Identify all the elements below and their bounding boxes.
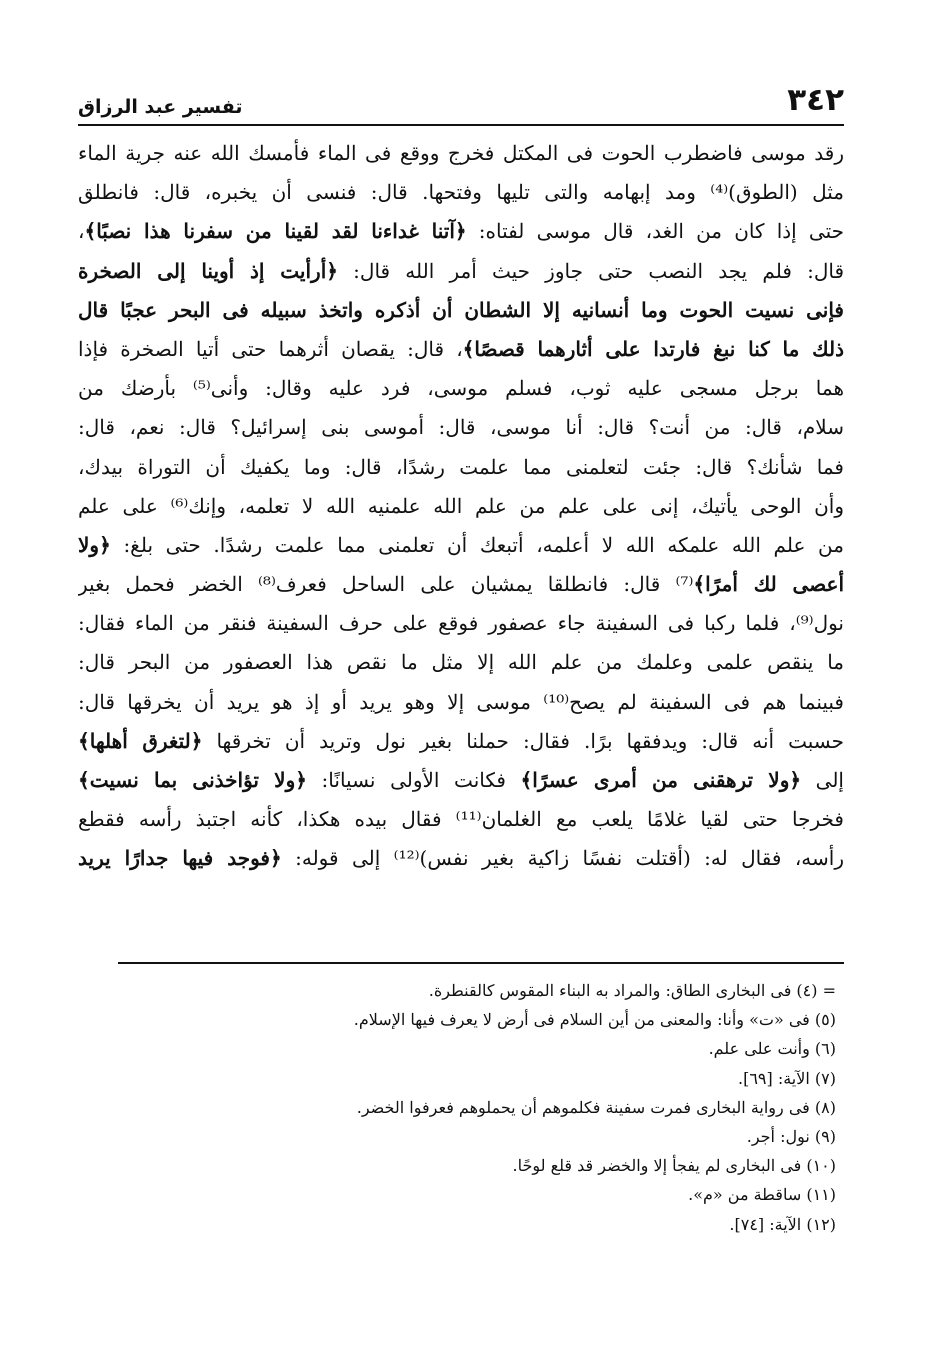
text-line	[78, 291, 844, 330]
page-number: ٣٤٢	[787, 82, 844, 118]
quran-quote: ﴿ولا ترهقنى من أمرى عسرًا﴾	[520, 768, 802, 792]
text-line	[78, 252, 844, 291]
quran-quote: ﴿لتغرق أهلها﴾	[78, 728, 203, 753]
text-segment: ، قال: يقصان أثرهما حتى أتيا الصخرة فإذا	[78, 336, 463, 361]
text-segment: قال: فلم يجد النصب حتى جاوز حيث أمر الله قال:	[337, 258, 844, 283]
text-segment: نول⁽⁹⁾، فلما ركبا فى السفينة جاء عصفور فوقع على حرف السفينة فنقر من الماء فقال:	[78, 611, 844, 636]
text-line	[78, 643, 844, 682]
footnote-item: (٩) نول: أجر.	[746, 1126, 836, 1146]
text-segment: حتى إذا كان من الغد، قال موسى لفتاه:	[466, 219, 844, 244]
text-line	[78, 369, 844, 408]
text-line	[78, 761, 844, 800]
text-segment: فكانت الأولى نسيانًا:	[306, 768, 521, 792]
footnote-item: (٦) وأنت على علم.	[708, 1039, 836, 1059]
footnote-divider	[118, 962, 844, 964]
text-segment: هما برجل مسجى عليه ثوب، فسلم موسى، فرد عليه وقال: وأنى⁽⁵⁾ بأرضك من	[78, 376, 844, 401]
quran-quote: ﴿فوجد فيها جدارًا يريد	[78, 846, 282, 871]
text-line	[78, 565, 844, 604]
quran-quote: ﴿ولا	[78, 532, 111, 557]
text-segment: سلام، قال: من أنت؟ قال: أنا موسى، قال: أموسى بنى إسرائيل؟ قال: نعم، قال:	[78, 415, 844, 440]
footnote-item: = (٤) فى البخارى الطاق: والمراد به البناء المقوس كالقنطرة.	[428, 981, 836, 1000]
text-segment: رأسه، فقال له: (أقتلت نفسًا زاكية بغير نفس)⁽¹²⁾ إلى قوله:	[281, 846, 844, 871]
footnote-item: (٧) الآية: [٦٩].	[737, 1068, 836, 1088]
text-segment: وأن الوحى يأتيك، إنى على علم من علم الله علمنيه الله لا تعلمه، وإنك⁽⁶⁾ على علم	[78, 493, 844, 518]
text-line	[78, 408, 844, 447]
text-line	[78, 212, 844, 251]
text-line	[78, 839, 844, 878]
text-segment: فخرجا حتى لقيا غلامًا يلعب مع الغلمان⁽¹¹⁾ فقال بيده هكذا، كأنه اجتبذ رأسه فقطع	[78, 807, 844, 832]
footnote-item: (١٢) الآية: [٧٤].	[729, 1214, 836, 1234]
text-segment: ،	[78, 219, 85, 244]
text-line	[78, 683, 844, 722]
quran-quote: ذلك ما كنا نبغ فارتدا على أثارهما قصصًا﴾	[462, 336, 844, 361]
text-line	[78, 526, 844, 565]
text-line	[78, 487, 844, 526]
text-line	[78, 134, 844, 173]
quran-quote: فإنى نسيت الحوت وما أنسانيه إلا الشطان أن أذكره واتخذ سبيله فى البحر عجبًا قال	[78, 297, 844, 322]
footnotes-list	[120, 976, 836, 1239]
footnote-item: (١١) ساقطة من «م».	[688, 1185, 836, 1205]
text-segment: ما ينقص علمى وعلمك من علم الله إلا مثل ما نقص هذا العصفور من البحر قال:	[78, 650, 844, 675]
text-line	[78, 722, 844, 761]
text-segment: ⁽⁷⁾ قال: فانطلقا يمشيان على الساحل فعرف⁽⁸⁾ الخضر فحمل بغير	[78, 572, 694, 597]
text-segment: إلى	[801, 768, 844, 792]
text-line	[78, 448, 844, 487]
text-segment: مثل (الطوق)⁽⁴⁾ ومد إبهامه والتى تليها وفتحها. قال: فنسى أن يخبره، قال: فانطلق	[78, 180, 844, 205]
text-segment: رقد موسى فاضطرب الحوت فى المكتل فخرج ووقع فى الماء فأمسك الله عنه جرية الماء	[78, 141, 844, 165]
page-header	[78, 70, 844, 126]
text-segment: فبينما هم فى السفينة لم يصح⁽¹⁰⁾ موسى إلا وهو يريد أو إذ هو يريد أن يخرقها قال:	[78, 689, 844, 714]
footnote-item: (١٠) فى البخارى لم يفجأ إلا والخضر قد قلع لوحًا.	[512, 1156, 836, 1176]
text-segment: فما شأنك؟ قال: جئت لتعلمنى مما علمت رشدًا، قال: وما يكفيك أن التوراة بيدك،	[78, 454, 844, 479]
text-line	[78, 800, 844, 839]
text-line	[78, 173, 844, 212]
text-segment: حسبت أنه قال: ويدفقها برًا. فقال: حملنا بغير نول وتريد أن تخرقها	[202, 728, 844, 753]
text-segment: من علم الله علمكه الله لا أعلمه، أتبعك أن تعلمنى مما علمت رشدًا. حتى بلغ:	[110, 532, 844, 557]
text-line	[78, 330, 844, 369]
quran-quote: أعصى لك أمرًا﴾	[693, 572, 844, 597]
quran-quote: ﴿ولا تؤاخذنى بما نسيت﴾	[78, 768, 307, 792]
quran-quote: ﴿أرأيت إذ أوينا إلى الصخرة	[78, 258, 338, 283]
main-text	[78, 134, 844, 879]
footnote-item: (٥) فى «ت» وأنا: والمعنى من أين السلام فى أرض لا يعرف فيها الإسلام.	[353, 1010, 836, 1030]
quran-quote: ﴿آتنا غداءنا لقد لقينا من سفرنا هذا نصبًا﴾	[84, 219, 467, 244]
text-line	[78, 604, 844, 643]
footnote-item: (٨) فى رواية البخارى فمرت سفينة فكلموهم أن يحملوهم فعرفوا الخضر.	[356, 1097, 836, 1117]
running-title: تفسير عبد الرزاق	[78, 96, 243, 118]
